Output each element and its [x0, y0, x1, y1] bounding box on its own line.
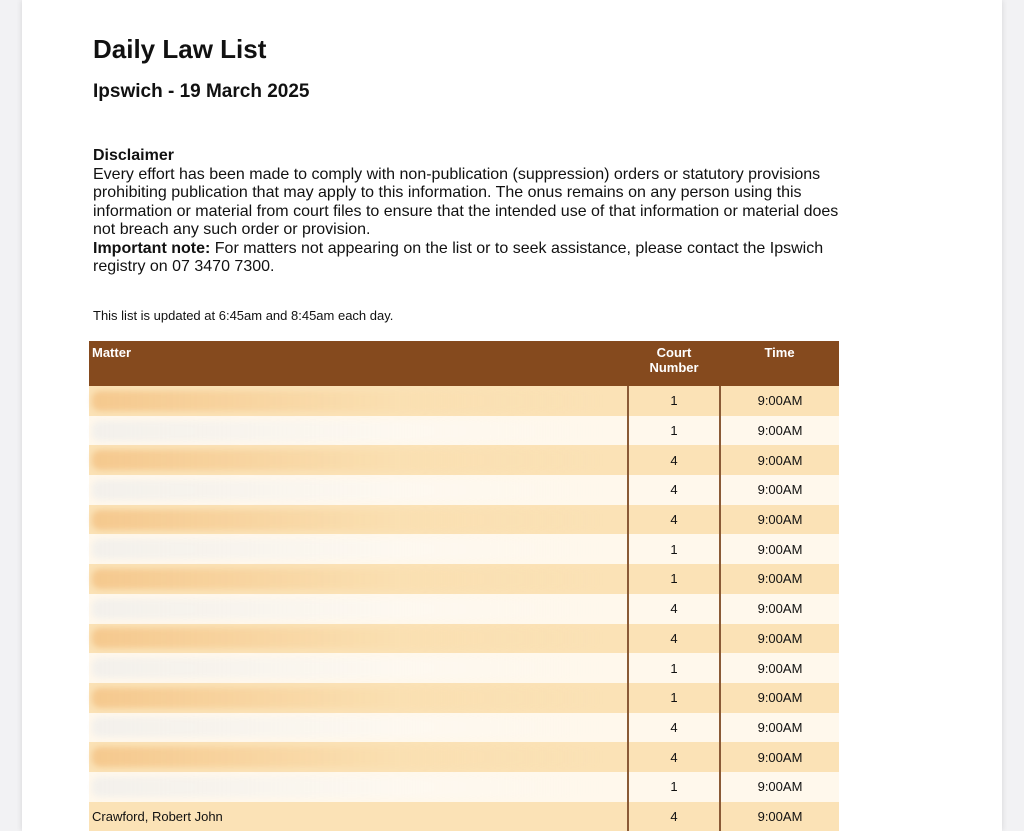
table-row [89, 445, 839, 475]
disclaimer-text: Every effort has been made to comply with non-publication (suppression) orders or statutory provisions prohibiting publication that may apply to this information. The onus remains on any person using this information or material from court files to ensure that the intended use of that information or material does not breach any such order or provision. [93, 165, 839, 238]
table-row [89, 772, 839, 802]
table-row [89, 742, 839, 772]
table-row [89, 564, 839, 594]
court-number-cell: 4 [628, 445, 720, 475]
redacted-matter [92, 510, 603, 530]
table-row [89, 802, 839, 831]
court-number-cell: 1 [628, 386, 720, 416]
table-header-row [89, 341, 839, 386]
table-body [89, 386, 839, 831]
redacted-matter [92, 599, 603, 619]
time-cell: 9:00AM [720, 386, 839, 416]
time-cell: 9:00AM [720, 653, 839, 683]
matter-cell [89, 742, 628, 772]
court-number-cell: 4 [628, 594, 720, 624]
table-row [89, 713, 839, 743]
time-cell: 9:00AM [720, 624, 839, 654]
time-cell: 9:00AM [720, 802, 839, 831]
table-row [89, 386, 839, 416]
table-row [89, 475, 839, 505]
court-number-cell: 4 [628, 505, 720, 535]
redacted-matter [92, 539, 603, 559]
matter-cell [89, 713, 628, 743]
matter-cell [89, 505, 628, 535]
matter-cell [89, 475, 628, 505]
redacted-matter [92, 717, 603, 737]
time-cell: 9:00AM [720, 505, 839, 535]
redacted-matter [92, 658, 603, 678]
matter-cell [89, 683, 628, 713]
time-cell: 9:00AM [720, 594, 839, 624]
time-cell: 9:00AM [720, 742, 839, 772]
matter-cell [89, 772, 628, 802]
time-cell: 9:00AM [720, 534, 839, 564]
court-number-cell: 1 [628, 416, 720, 446]
matter-cell [89, 386, 628, 416]
page-title: Daily Law List [93, 34, 267, 64]
court-number-cell: 4 [628, 624, 720, 654]
court-number-cell: 1 [628, 683, 720, 713]
law-list-table [89, 341, 839, 831]
time-cell: 9:00AM [720, 416, 839, 446]
table-row [89, 534, 839, 564]
important-note-text: For matters not appearing on the list or to seek assistance, please contact the Ipswich registry on 07 3470 7300. [93, 239, 824, 275]
table-row [89, 416, 839, 446]
matter-cell [89, 624, 628, 654]
redacted-matter [92, 480, 603, 500]
court-number-cell: 1 [628, 772, 720, 802]
court-number-cell: 1 [628, 653, 720, 683]
matter-cell [89, 445, 628, 475]
table-row [89, 653, 839, 683]
matter-cell [89, 653, 628, 683]
matter-cell [89, 594, 628, 624]
court-number-cell: 4 [628, 713, 720, 743]
redacted-matter [92, 391, 603, 411]
table-row [89, 505, 839, 535]
court-number-cell: 4 [628, 802, 720, 831]
redacted-matter [92, 747, 603, 767]
important-note-label: Important note: [93, 239, 211, 257]
redacted-matter [92, 421, 603, 441]
time-cell: 9:00AM [720, 564, 839, 594]
redacted-matter [92, 569, 603, 589]
disclaimer-heading: Disclaimer [93, 147, 174, 164]
matter-cell [89, 802, 628, 831]
time-cell: 9:00AM [720, 683, 839, 713]
matter-cell [89, 534, 628, 564]
redacted-matter [92, 628, 603, 648]
document-page [22, 0, 1002, 831]
redacted-matter [92, 777, 603, 797]
matter-cell [89, 564, 628, 594]
column-header-court-number: Court Number [628, 341, 720, 386]
table-row [89, 594, 839, 624]
matter-cell [89, 416, 628, 446]
page-subtitle: Ipswich - 19 March 2025 [93, 81, 310, 102]
time-cell: 9:00AM [720, 713, 839, 743]
court-number-cell: 4 [628, 475, 720, 505]
court-number-cell: 4 [628, 742, 720, 772]
time-cell: 9:00AM [720, 445, 839, 475]
time-cell: 9:00AM [720, 475, 839, 505]
update-note: This list is updated at 6:45am and 8:45am each day. [93, 308, 394, 323]
court-number-cell: 1 [628, 534, 720, 564]
disclaimer-block [93, 147, 853, 277]
redacted-matter [92, 450, 603, 470]
column-header-time: Time [720, 341, 839, 386]
column-header-matter: Matter [89, 341, 628, 386]
table-row [89, 683, 839, 713]
table-row [89, 624, 839, 654]
court-number-cell: 1 [628, 564, 720, 594]
time-cell: 9:00AM [720, 772, 839, 802]
matter-name: Crawford, Robert John [92, 808, 223, 824]
redacted-matter [92, 688, 603, 708]
